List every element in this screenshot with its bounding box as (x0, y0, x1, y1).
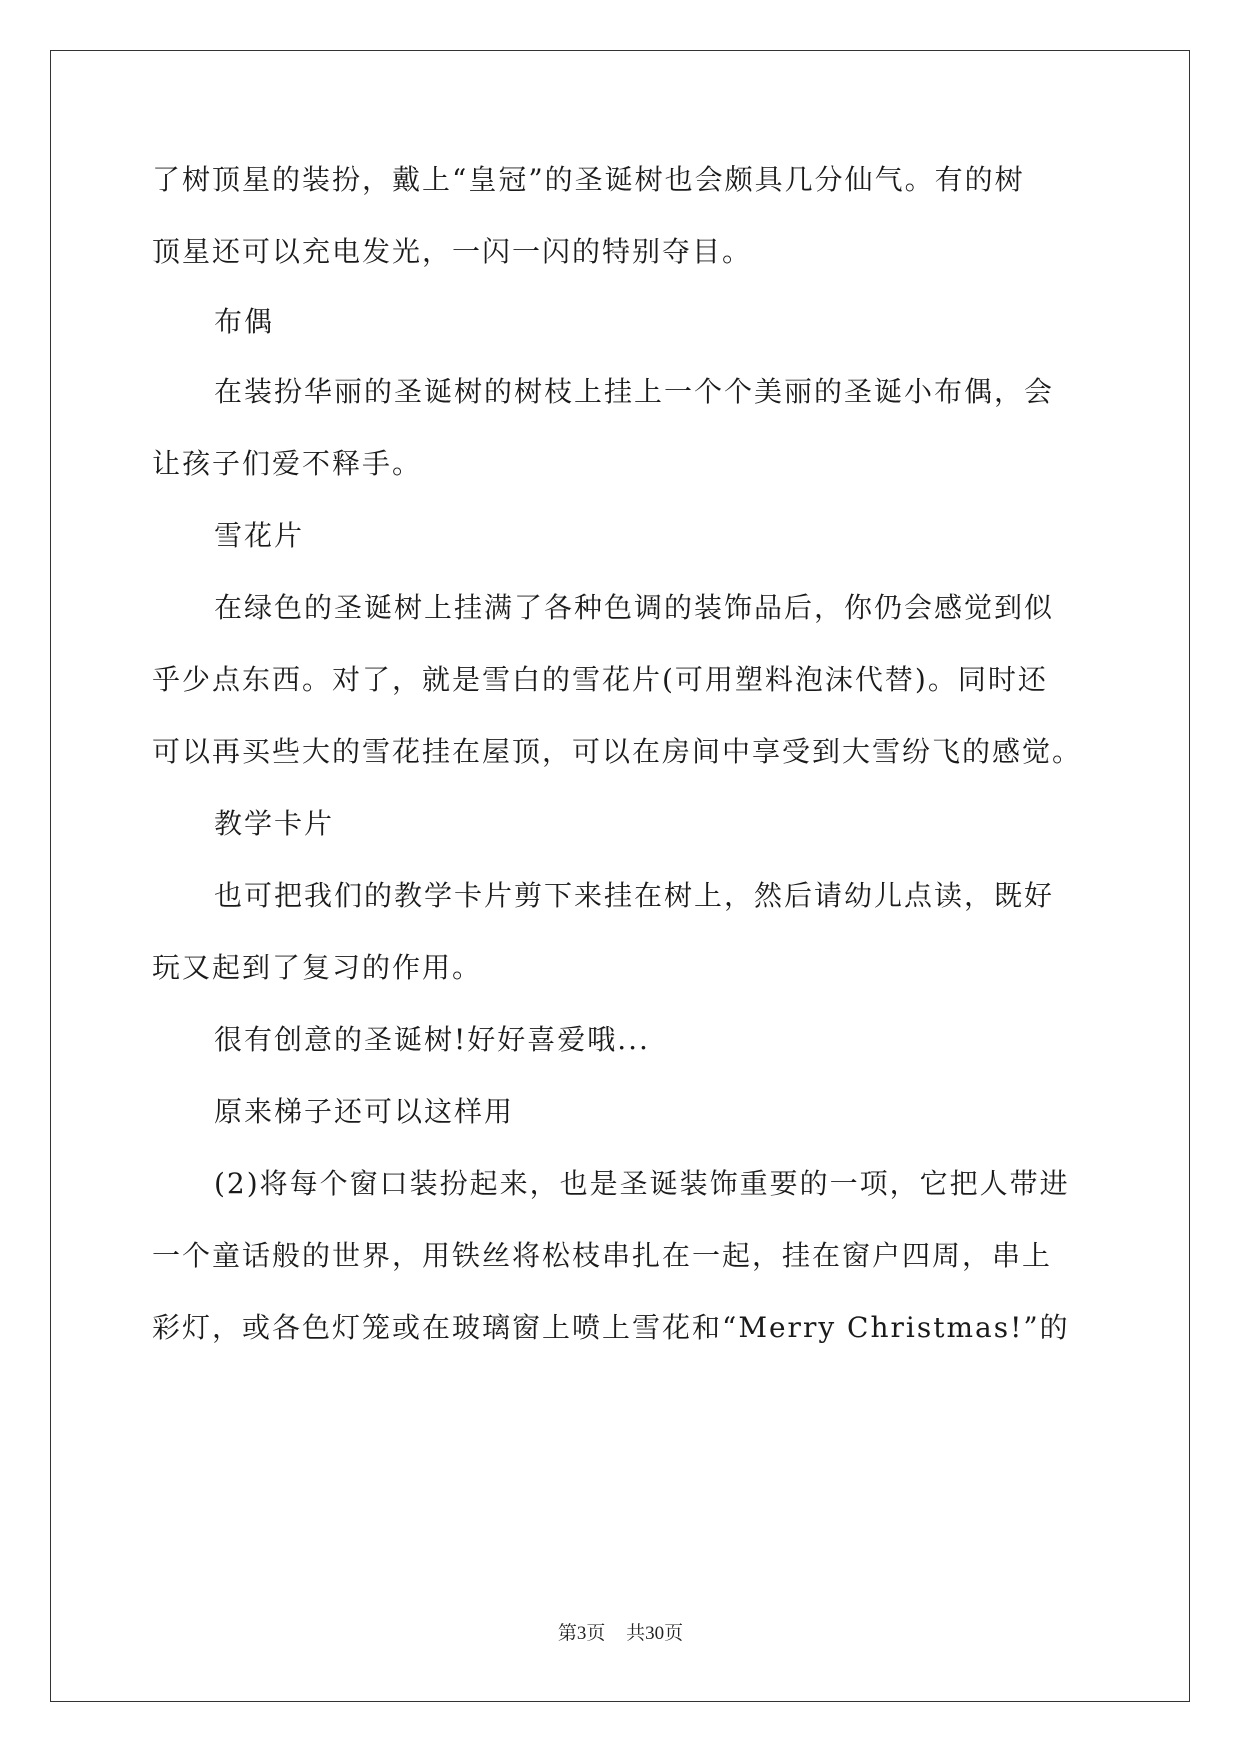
text-line: 一个童话般的世界，用铁丝将松枝串扎在一起，挂在窗户四周，串上 (152, 1239, 1053, 1272)
text-line: 顶星还可以充电发光，一闪一闪的特别夺目。 (152, 235, 753, 268)
text-line: 让孩子们爱不释手。 (152, 447, 423, 480)
text-line: 原来梯子还可以这样用 (214, 1095, 515, 1128)
section-heading: 教学卡片 (214, 807, 335, 840)
text-line: 可以再买些大的雪花挂在屋顶，可以在房间中享受到大雪纷飞的感觉。 (152, 735, 1083, 768)
text-line: 也可把我们的教学卡片剪下来挂在树上，然后请幼儿点读，既好 (214, 879, 1055, 912)
text-line: 彩灯，或各色灯笼或在玻璃窗上喷上雪花和“Merry Christmas!”的 (152, 1311, 1070, 1344)
page-number: 第3页 (557, 1623, 606, 1644)
text-line: 在绿色的圣诞树上挂满了各种色调的装饰品后，你仍会感觉到似 (214, 591, 1055, 624)
section-heading: 布偶 (214, 305, 275, 338)
text-line: (2)将每个窗口装扮起来，也是圣诞装饰重要的一项，它把人带进 (214, 1167, 1070, 1200)
page-footer (0, 1618, 1241, 1645)
text-line: 在装扮华丽的圣诞树的树枝上挂上一个个美丽的圣诞小布偶，会 (214, 375, 1055, 408)
text-line: 乎少点东西。对了，就是雪白的雪花片(可用塑料泡沫代替)。同时还 (152, 663, 1048, 696)
text-line: 了树顶星的装扮，戴上“皇冠”的圣诞树也会颇具几分仙气。有的树 (152, 163, 1025, 196)
text-line: 很有创意的圣诞树!好好喜爱哦... (214, 1023, 650, 1056)
page-total: 共30页 (626, 1623, 684, 1644)
section-heading: 雪花片 (214, 519, 305, 552)
text-line: 玩又起到了复习的作用。 (152, 951, 483, 984)
